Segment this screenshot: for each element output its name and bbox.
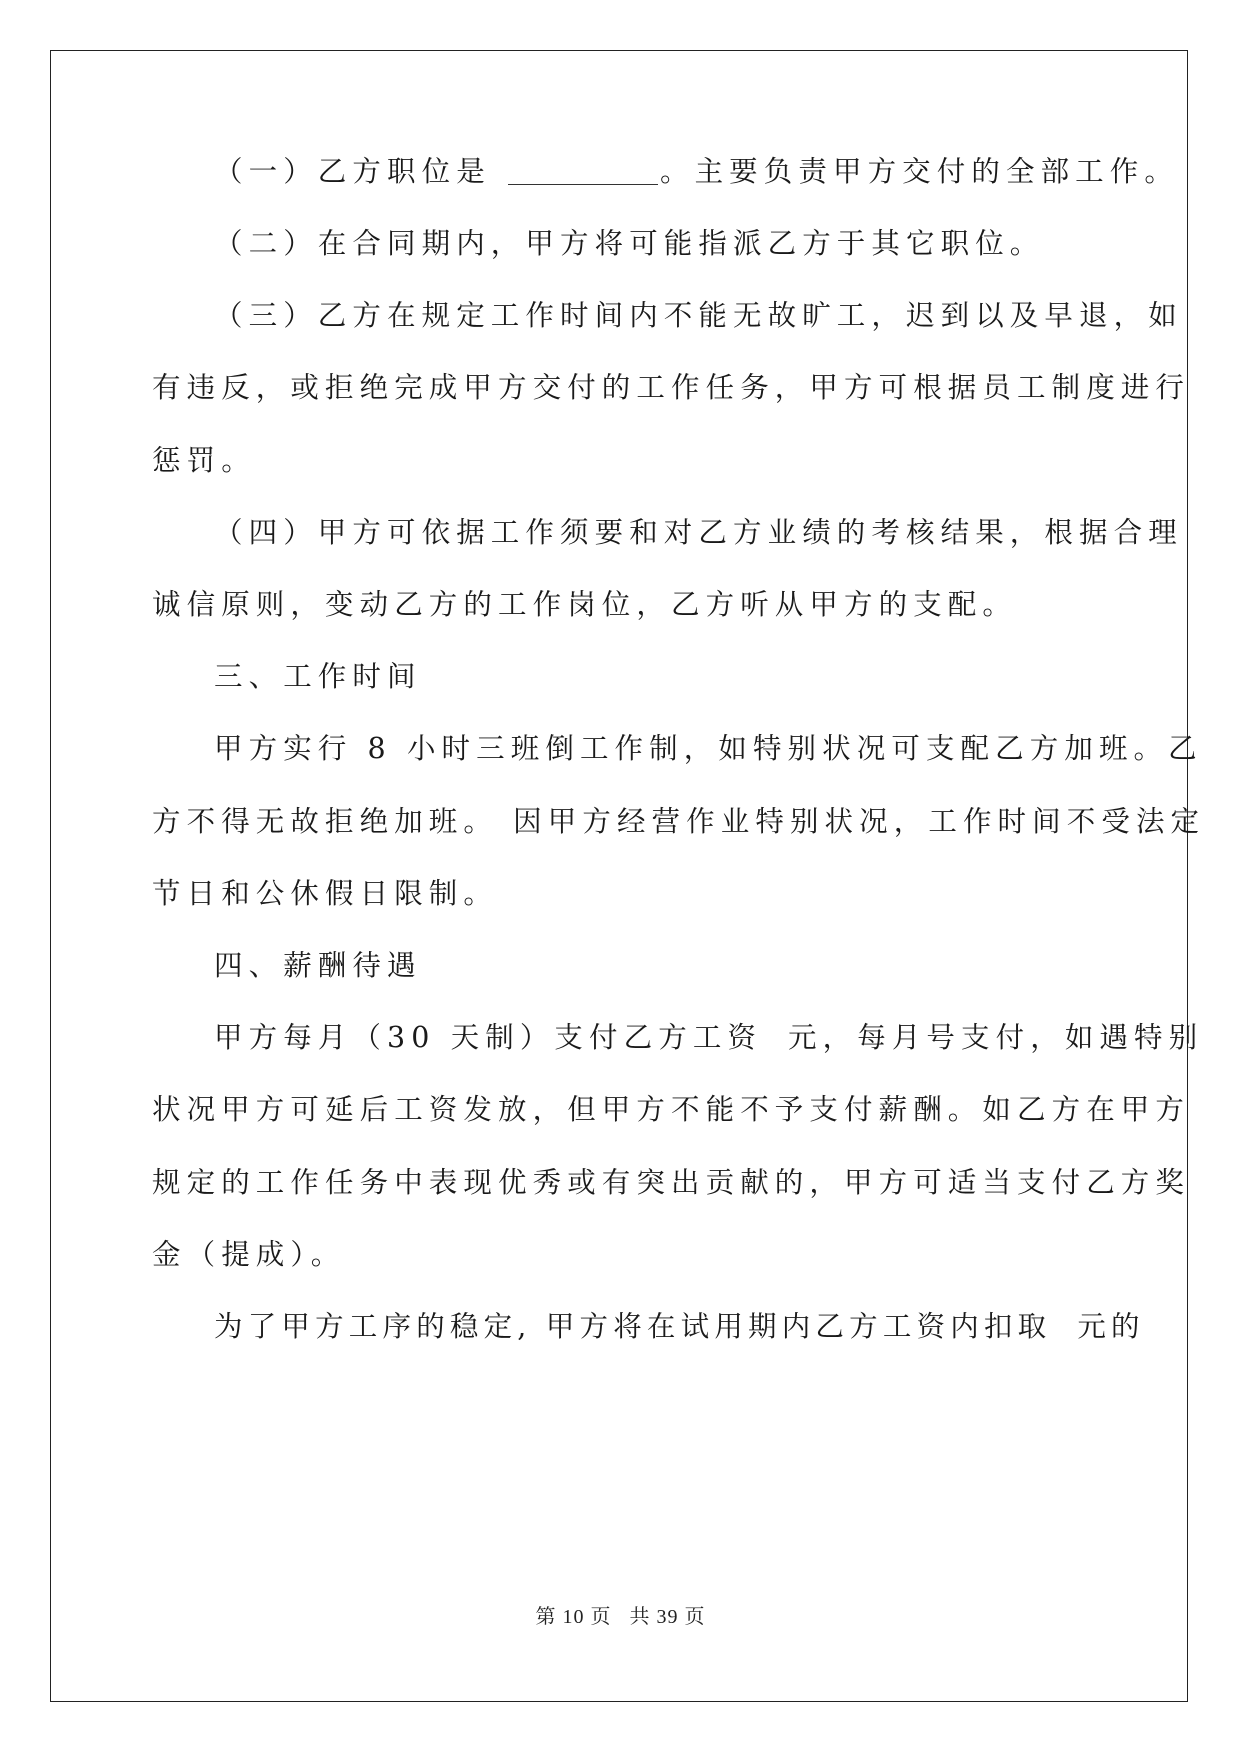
deduction-line-text: 为了甲方工序的稳定, 甲方将在试用期内乙方工资内扣取 xyxy=(214,1310,1052,1343)
clause-1-text: （一）乙方职位是 xyxy=(214,155,506,188)
clause-3-line-1: （三）乙方在规定工作时间内不能无故旷工，迟到以及早退，如 xyxy=(214,299,1183,332)
page-total: 共 39 页 xyxy=(629,1606,706,1628)
salary-line-4: 金（提成）。 xyxy=(152,1238,346,1271)
clause-1-text-cont: 。主要负责甲方交付的全部工作。 xyxy=(659,155,1179,188)
clause-3-line-3: 惩罚。 xyxy=(152,444,256,477)
clause-4-line-1: （四）甲方可依据工作须要和对乙方业绩的考核结果，根据合理 xyxy=(214,516,1183,549)
deduction-line xyxy=(214,1307,1145,1347)
salary-line-3: 规定的工作任务中表现优秀或有突出贡献的，甲方可适当支付乙方奖 xyxy=(152,1166,1191,1199)
work-time-line-2: 方不得无故拒绝加班。 因甲方经营作业特别状况，工作时间不受法定 xyxy=(152,805,1206,838)
position-blank xyxy=(508,158,658,185)
salary-line-1-text: 甲方每月（30 天制）支付乙方工资 xyxy=(214,1021,763,1054)
page-number: 第 10 页 xyxy=(535,1606,612,1628)
work-time-line-1: 甲方实行 8 小时三班倒工作制，如特别状况可支配乙方加班。乙 xyxy=(214,732,1203,765)
section-heading-work-time: 三、工作时间 xyxy=(214,660,422,693)
section-heading-salary: 四、薪酬待遇 xyxy=(214,949,422,982)
clause-1-line xyxy=(214,152,1179,192)
work-time-line-3: 节日和公休假日限制。 xyxy=(152,877,499,910)
deduction-line-text-cont: 元的 xyxy=(1077,1310,1145,1343)
salary-line-1-text-cont: 元，每月号支付，如遇特别 xyxy=(788,1021,1204,1054)
clause-3-line-2: 有违反，或拒绝完成甲方交付的工作任务，甲方可根据员工制度进行 xyxy=(152,371,1191,404)
clause-2-line: （二）在合同期内，甲方将可能指派乙方于其它职位。 xyxy=(214,227,1045,260)
clause-4-line-2: 诚信原则，变动乙方的工作岗位，乙方听从甲方的支配。 xyxy=(152,588,1018,621)
salary-line-1 xyxy=(214,1018,1203,1058)
page-footer xyxy=(0,1600,1241,1629)
salary-line-2: 状况甲方可延后工资发放，但甲方不能不予支付薪酬。如乙方在甲方 xyxy=(152,1093,1191,1126)
